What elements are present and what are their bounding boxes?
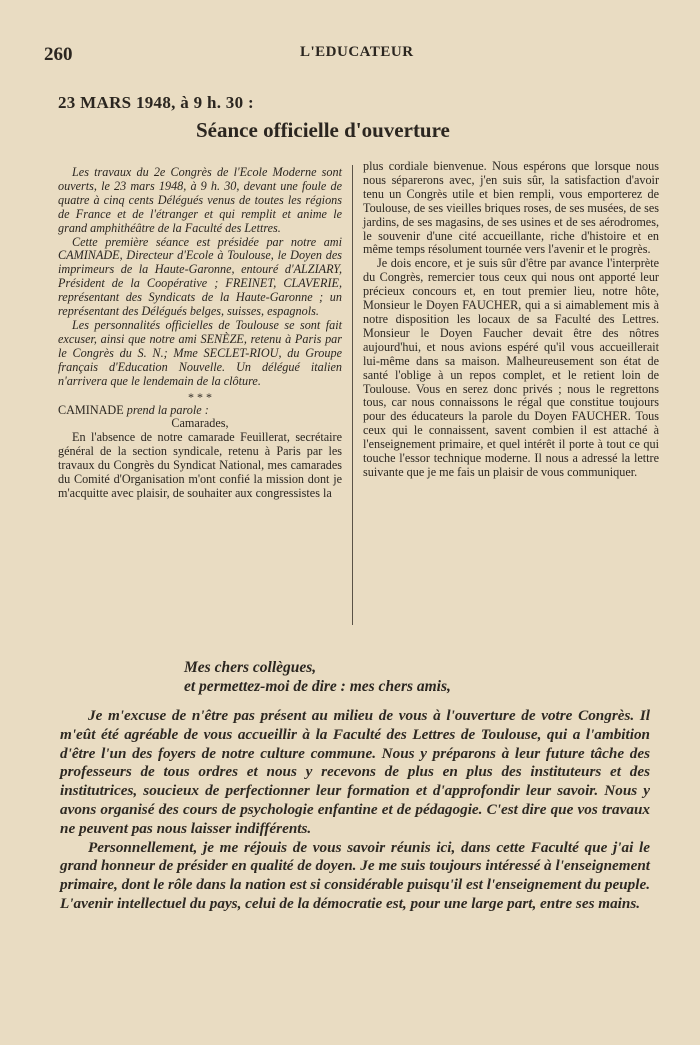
letter-salutation-line-1: Mes chers collègues, bbox=[184, 659, 317, 676]
article-title: Séance officielle d'ouverture bbox=[196, 118, 450, 142]
speech-salutation: Camarades, bbox=[171, 416, 229, 431]
speaker-intro bbox=[58, 404, 342, 418]
running-title: L'EDUCATEUR bbox=[300, 44, 414, 60]
letter-salutation bbox=[184, 658, 451, 696]
left-paragraph-1: Les travaux du 2e Congrès de l'Ecole Moderne sont ouverts, le 23 mars 1948, à 9 h. 30, devant une foule de quatre à cinq cents Délégués venus de toutes les régions de France et de l'étranger et qui remplit et anime le grand amphithéâtre de la Faculté des Lettres. bbox=[58, 165, 342, 235]
right-paragraph-2: Je dois encore, et je suis sûr d'être par avance l'interprète du Congrès, remercier tous ceux qui nous ont apporté leur précieux concours et, en tout premier lieu, notre hôte, Monsieur le Doyen FAUCHER, qui a si aimablement mis à notre disposition les locaux de sa Faculté des Lettres. Monsieur le Doyen Faucher devait être des nôtres aujourd'hui, et nous avions espéré qu'il vous accueillerait lui-même dans sa maison. Malheureusement son état de santé l'oblige à un repos complet, et le retient loin de Toulouse. Vous en serez donc privés ; nous le regrettons tous, car nous connaissons le régal que constitue toujours pour des éducateurs la parole du Doyen FAUCHER. Tous ceux qui le connaissent, savent combien il est attaché à l'enseignement primaire, et quel intérêt il porte à tout ce qui touche l'essor technique moderne. Il nous a adressé la lettre suivante que je me fais un plaisir de vous communiquer. bbox=[363, 256, 659, 479]
left-paragraph-4: En l'absence de notre camarade Feuillerat, secrétaire général de la section syndicale, retenu à Paris par les travaux du Congrès du Syndicat National, mes camarades du Comité d'Organisation m'ont confié la mission dont je m'acquitte avec plaisir, de souhaiter aux congressistes la bbox=[58, 430, 342, 500]
left-paragraph-2: Cette première séance est présidée par notre ami CAMINADE, Directeur d'Ecole à Toulouse, le Doyen des imprimeurs de la Haute-Garonne, entouré d'ALZIARY, Président de la Coopérative ; FREINET, CLAVERIE, représentant des Syndicats de la Haute-Garonne ; un représentant des Délégués belges, suisses, espagnols. bbox=[58, 234, 342, 319]
speaker-intro-text: prend la parole : bbox=[123, 402, 209, 417]
section-stars: * * * bbox=[188, 389, 212, 404]
dateline: 23 MARS 1948, à 9 h. 30 : bbox=[58, 93, 254, 112]
letter-body bbox=[60, 707, 650, 914]
letter-salutation-line-2: et permettez-moi de dire : mes chers amis, bbox=[184, 678, 451, 695]
letter-paragraph-1: Je m'excuse de n'être pas présent au milieu de vous à l'ouverture de votre Congrès. Il m'eût été agréable de vous accueillir à la Faculté des Lettres de Toulouse, qui a l'ambition d'être l'un des foyers de notre culture commune. Nous y préparons à leur future tâche des professeurs de tous ordres et nous y recevons de plus en plus des instituteurs et des institutrices, soucieux de perfectionner leur formation et d'approfondir leur savoir. Nous y avons organisé des cours de psychologie enfantine et de pédagogie. C'est dire que vos travaux ne peuvent pas nous laisser indifférents. bbox=[60, 707, 650, 837]
right-column bbox=[363, 160, 659, 480]
right-paragraph-1: plus cordiale bienvenue. Nous espérons que lorsque nous nous séparerons avec, j'en suis sûr, la satisfaction d'avoir tenu un Congrès utile et bien rempli, vous emporterez de Toulouse, de ses vieilles briques roses, de ses musées, de ses jardins, de ses magasins, de ses usines et de ses aérodromes, le souvenir d'une cité accueillante, riche d'histoire et en même temps résolument tournée vers l'avenir et le progrès. bbox=[363, 159, 659, 257]
column-divider bbox=[352, 165, 353, 625]
speaker-name: CAMINADE bbox=[58, 402, 124, 417]
page-number: 260 bbox=[44, 44, 73, 65]
left-column bbox=[58, 166, 342, 501]
letter-paragraph-2: Personnellement, je me réjouis de vous savoir réunis ici, dans cette Faculté que j'ai le grand honneur de présider en qualité de doyen. Je me suis toujours intéressé à l'enseignement primaire, dont le rôle dans la nation est si considérable puisqu'il est l'enseignement du peuple. L'avenir intellectuel du pays, celui de la démocratie est, pour une large part, entre ses mains. bbox=[60, 838, 650, 912]
left-paragraph-3: Les personnalités officielles de Toulouse se sont fait excuser, ainsi que notre ami SENÈZE, retenu à Paris par le Congrès du S. N.; Mme SECLET-RIOU, du Groupe français d'Education Nouvelle. Un délégué italien n'arrivera que le lendemain de la clôture. bbox=[58, 317, 342, 388]
